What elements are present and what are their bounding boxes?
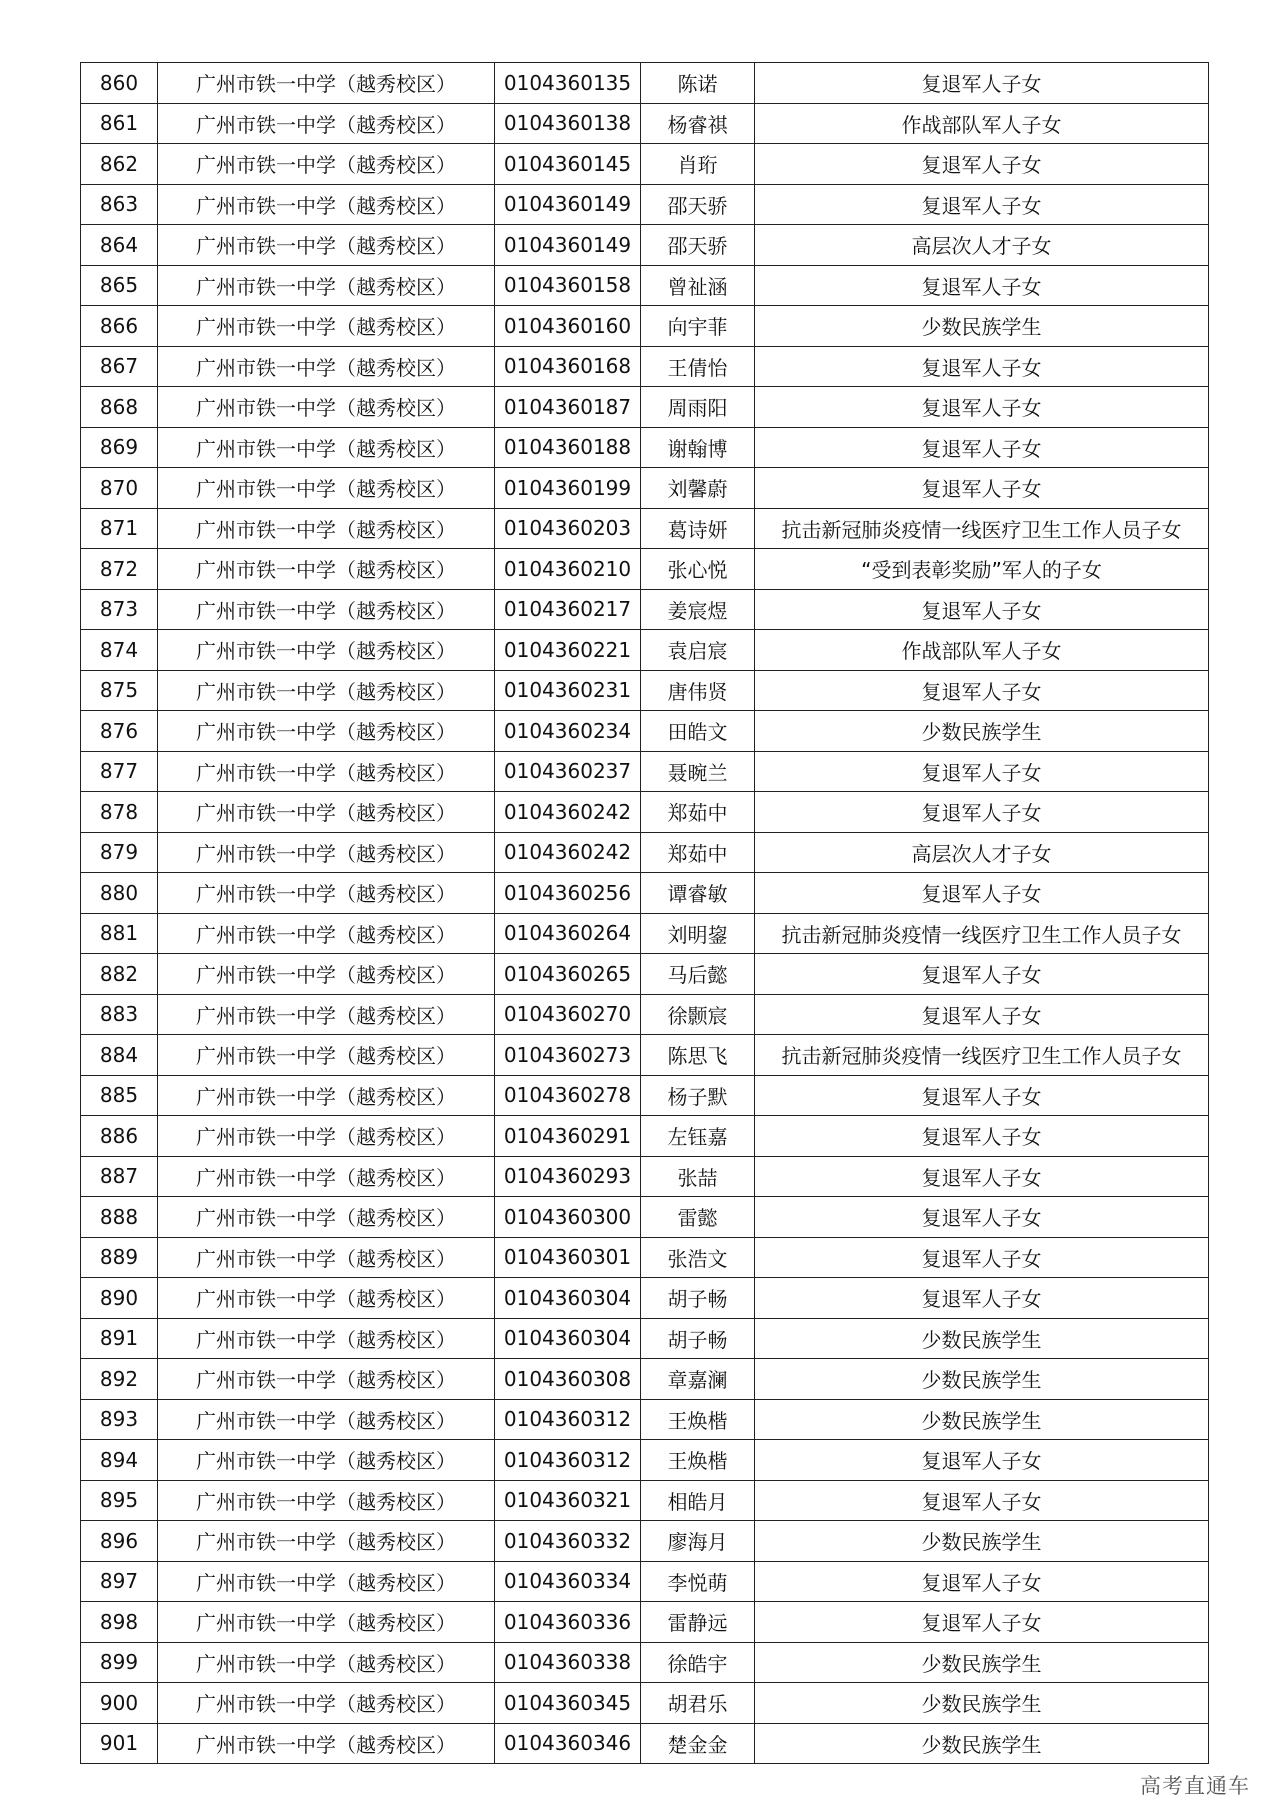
category-cell: 复退军人子女	[755, 1480, 1209, 1521]
category-cell: 复退军人子女	[755, 184, 1209, 225]
category-cell: 少数民族学生	[755, 306, 1209, 347]
row-number-cell: 862	[81, 144, 158, 185]
category-cell: 复退军人子女	[755, 751, 1209, 792]
row-number-cell: 891	[81, 1318, 158, 1359]
table-row	[81, 1318, 1209, 1359]
table-row	[81, 1359, 1209, 1400]
applicant-id-cell: 0104360256	[495, 873, 641, 914]
student-name-cell: 章嘉澜	[641, 1359, 755, 1400]
table-row	[81, 913, 1209, 954]
category-cell: 少数民族学生	[755, 1642, 1209, 1683]
row-number-cell: 866	[81, 306, 158, 347]
table-row	[81, 1116, 1209, 1157]
row-number-cell: 873	[81, 589, 158, 630]
school-cell: 广州市铁一中学（越秀校区）	[158, 427, 495, 468]
school-cell: 广州市铁一中学（越秀校区）	[158, 144, 495, 185]
row-number-cell: 886	[81, 1116, 158, 1157]
row-number-cell: 901	[81, 1723, 158, 1764]
table-row	[81, 1035, 1209, 1076]
category-cell: 少数民族学生	[755, 1723, 1209, 1764]
category-cell: 少数民族学生	[755, 1521, 1209, 1562]
applicant-id-cell: 0104360231	[495, 670, 641, 711]
student-name-cell: 邵天骄	[641, 184, 755, 225]
student-name-cell: 陈思飞	[641, 1035, 755, 1076]
student-name-cell: 徐皓宇	[641, 1642, 755, 1683]
category-cell: 复退军人子女	[755, 1278, 1209, 1319]
table-row	[81, 387, 1209, 428]
student-name-cell: 肖珩	[641, 144, 755, 185]
school-cell: 广州市铁一中学（越秀校区）	[158, 1075, 495, 1116]
table-row	[81, 670, 1209, 711]
applicant-id-cell: 0104360149	[495, 225, 641, 266]
school-cell: 广州市铁一中学（越秀校区）	[158, 954, 495, 995]
school-cell: 广州市铁一中学（越秀校区）	[158, 630, 495, 671]
student-name-cell: 曾祉涵	[641, 265, 755, 306]
table-row	[81, 1197, 1209, 1238]
row-number-cell: 896	[81, 1521, 158, 1562]
applicant-id-cell: 0104360160	[495, 306, 641, 347]
row-number-cell: 882	[81, 954, 158, 995]
table-row	[81, 1237, 1209, 1278]
table-row	[81, 468, 1209, 509]
school-cell: 广州市铁一中学（越秀校区）	[158, 103, 495, 144]
applicant-id-cell: 0104360203	[495, 508, 641, 549]
applicant-id-cell: 0104360210	[495, 549, 641, 590]
student-name-cell: 张喆	[641, 1156, 755, 1197]
category-cell: 少数民族学生	[755, 1359, 1209, 1400]
row-number-cell: 897	[81, 1561, 158, 1602]
student-name-cell: 廖海月	[641, 1521, 755, 1562]
watermark: 高考直通车	[1140, 1774, 1250, 1798]
category-cell: 复退军人子女	[755, 427, 1209, 468]
row-number-cell: 865	[81, 265, 158, 306]
applicant-id-cell: 0104360264	[495, 913, 641, 954]
student-name-cell: 马后懿	[641, 954, 755, 995]
table-row	[81, 873, 1209, 914]
applicant-id-cell: 0104360149	[495, 184, 641, 225]
student-name-cell: 胡子畅	[641, 1318, 755, 1359]
school-cell: 广州市铁一中学（越秀校区）	[158, 1116, 495, 1157]
table-row	[81, 184, 1209, 225]
student-name-cell: 张浩文	[641, 1237, 755, 1278]
table-row	[81, 994, 1209, 1035]
student-name-cell: 邵天骄	[641, 225, 755, 266]
applicant-id-cell: 0104360158	[495, 265, 641, 306]
student-name-cell: 周雨阳	[641, 387, 755, 428]
table-row	[81, 832, 1209, 873]
student-name-cell: 雷静远	[641, 1602, 755, 1643]
row-number-cell: 877	[81, 751, 158, 792]
row-number-cell: 888	[81, 1197, 158, 1238]
row-number-cell: 898	[81, 1602, 158, 1643]
row-number-cell: 885	[81, 1075, 158, 1116]
category-cell: 复退军人子女	[755, 670, 1209, 711]
school-cell: 广州市铁一中学（越秀校区）	[158, 1480, 495, 1521]
row-number-cell: 884	[81, 1035, 158, 1076]
student-name-cell: 姜宸煜	[641, 589, 755, 630]
student-name-cell: 胡子畅	[641, 1278, 755, 1319]
row-number-cell: 874	[81, 630, 158, 671]
category-cell: 抗击新冠肺炎疫情一线医疗卫生工作人员子女	[755, 913, 1209, 954]
roster-body	[81, 63, 1209, 1764]
school-cell: 广州市铁一中学（越秀校区）	[158, 1683, 495, 1724]
applicant-id-cell: 0104360332	[495, 1521, 641, 1562]
student-name-cell: 左钰嘉	[641, 1116, 755, 1157]
category-cell: 复退军人子女	[755, 1440, 1209, 1481]
row-number-cell: 883	[81, 994, 158, 1035]
category-cell: 少数民族学生	[755, 1683, 1209, 1724]
row-number-cell: 879	[81, 832, 158, 873]
category-cell: 高层次人才子女	[755, 832, 1209, 873]
row-number-cell: 881	[81, 913, 158, 954]
school-cell: 广州市铁一中学（越秀校区）	[158, 346, 495, 387]
school-cell: 广州市铁一中学（越秀校区）	[158, 1602, 495, 1643]
school-cell: 广州市铁一中学（越秀校区）	[158, 468, 495, 509]
applicant-id-cell: 0104360301	[495, 1237, 641, 1278]
table-row	[81, 103, 1209, 144]
school-cell: 广州市铁一中学（越秀校区）	[158, 751, 495, 792]
applicant-id-cell: 0104360304	[495, 1318, 641, 1359]
category-cell: 复退军人子女	[755, 1237, 1209, 1278]
applicant-id-cell: 0104360346	[495, 1723, 641, 1764]
student-name-cell: 田皓文	[641, 711, 755, 752]
student-name-cell: 谭睿敏	[641, 873, 755, 914]
applicant-id-cell: 0104360187	[495, 387, 641, 428]
row-number-cell: 869	[81, 427, 158, 468]
category-cell: 高层次人才子女	[755, 225, 1209, 266]
table-row	[81, 306, 1209, 347]
category-cell: 复退军人子女	[755, 1116, 1209, 1157]
category-cell: 作战部队军人子女	[755, 103, 1209, 144]
school-cell: 广州市铁一中学（越秀校区）	[158, 508, 495, 549]
student-name-cell: 郑茹中	[641, 832, 755, 873]
table-row	[81, 1399, 1209, 1440]
student-name-cell: 袁启宸	[641, 630, 755, 671]
row-number-cell: 890	[81, 1278, 158, 1319]
applicant-id-cell: 0104360270	[495, 994, 641, 1035]
table-row	[81, 1602, 1209, 1643]
applicant-id-cell: 0104360265	[495, 954, 641, 995]
student-name-cell: 王倩怡	[641, 346, 755, 387]
applicant-id-cell: 0104360278	[495, 1075, 641, 1116]
school-cell: 广州市铁一中学（越秀校区）	[158, 184, 495, 225]
school-cell: 广州市铁一中学（越秀校区）	[158, 589, 495, 630]
table-row	[81, 589, 1209, 630]
row-number-cell: 894	[81, 1440, 158, 1481]
applicant-id-cell: 0104360308	[495, 1359, 641, 1400]
student-name-cell: 刘明鋆	[641, 913, 755, 954]
category-cell: 复退军人子女	[755, 792, 1209, 833]
table-row	[81, 144, 1209, 185]
student-name-cell: 郑茹中	[641, 792, 755, 833]
table-row	[81, 1561, 1209, 1602]
row-number-cell: 863	[81, 184, 158, 225]
applicant-id-cell: 0104360304	[495, 1278, 641, 1319]
row-number-cell: 868	[81, 387, 158, 428]
student-name-cell: 王焕楷	[641, 1399, 755, 1440]
applicant-id-cell: 0104360334	[495, 1561, 641, 1602]
row-number-cell: 872	[81, 549, 158, 590]
school-cell: 广州市铁一中学（越秀校区）	[158, 1156, 495, 1197]
table-row	[81, 1075, 1209, 1116]
table-row	[81, 1156, 1209, 1197]
category-cell: 复退军人子女	[755, 144, 1209, 185]
school-cell: 广州市铁一中学（越秀校区）	[158, 1642, 495, 1683]
school-cell: 广州市铁一中学（越秀校区）	[158, 913, 495, 954]
row-number-cell: 895	[81, 1480, 158, 1521]
applicant-id-cell: 0104360293	[495, 1156, 641, 1197]
category-cell: 作战部队军人子女	[755, 630, 1209, 671]
school-cell: 广州市铁一中学（越秀校区）	[158, 549, 495, 590]
table-row	[81, 63, 1209, 104]
table-row	[81, 265, 1209, 306]
category-cell: 复退军人子女	[755, 265, 1209, 306]
category-cell: 复退军人子女	[755, 63, 1209, 104]
applicant-id-cell: 0104360273	[495, 1035, 641, 1076]
table-row	[81, 630, 1209, 671]
applicant-id-cell: 0104360242	[495, 832, 641, 873]
student-name-cell: 向宇菲	[641, 306, 755, 347]
category-cell: “受到表彰奖励”军人的子女	[755, 549, 1209, 590]
applicant-id-cell: 0104360312	[495, 1440, 641, 1481]
category-cell: 复退军人子女	[755, 387, 1209, 428]
row-number-cell: 867	[81, 346, 158, 387]
row-number-cell: 864	[81, 225, 158, 266]
school-cell: 广州市铁一中学（越秀校区）	[158, 1723, 495, 1764]
school-cell: 广州市铁一中学（越秀校区）	[158, 387, 495, 428]
row-number-cell: 893	[81, 1399, 158, 1440]
student-name-cell: 陈诺	[641, 63, 755, 104]
school-cell: 广州市铁一中学（越秀校区）	[158, 1278, 495, 1319]
table-row	[81, 1642, 1209, 1683]
row-number-cell: 861	[81, 103, 158, 144]
category-cell: 复退军人子女	[755, 346, 1209, 387]
applicant-id-cell: 0104360135	[495, 63, 641, 104]
table-row	[81, 225, 1209, 266]
school-cell: 广州市铁一中学（越秀校区）	[158, 1318, 495, 1359]
applicant-id-cell: 0104360242	[495, 792, 641, 833]
school-cell: 广州市铁一中学（越秀校区）	[158, 792, 495, 833]
table-row	[81, 954, 1209, 995]
row-number-cell: 876	[81, 711, 158, 752]
school-cell: 广州市铁一中学（越秀校区）	[158, 1440, 495, 1481]
table-row	[81, 1440, 1209, 1481]
student-name-cell: 唐伟贤	[641, 670, 755, 711]
applicant-id-cell: 0104360336	[495, 1602, 641, 1643]
category-cell: 抗击新冠肺炎疫情一线医疗卫生工作人员子女	[755, 508, 1209, 549]
row-number-cell: 878	[81, 792, 158, 833]
student-name-cell: 谢翰博	[641, 427, 755, 468]
applicant-id-cell: 0104360291	[495, 1116, 641, 1157]
school-cell: 广州市铁一中学（越秀校区）	[158, 1237, 495, 1278]
row-number-cell: 875	[81, 670, 158, 711]
applicant-id-cell: 0104360221	[495, 630, 641, 671]
student-name-cell: 王焕楷	[641, 1440, 755, 1481]
table-row	[81, 508, 1209, 549]
student-name-cell: 楚金金	[641, 1723, 755, 1764]
category-cell: 复退军人子女	[755, 1156, 1209, 1197]
student-name-cell: 胡君乐	[641, 1683, 755, 1724]
roster-table	[80, 62, 1209, 1764]
school-cell: 广州市铁一中学（越秀校区）	[158, 873, 495, 914]
row-number-cell: 899	[81, 1642, 158, 1683]
row-number-cell: 892	[81, 1359, 158, 1400]
category-cell: 复退军人子女	[755, 1075, 1209, 1116]
category-cell: 复退军人子女	[755, 954, 1209, 995]
row-number-cell: 870	[81, 468, 158, 509]
applicant-id-cell: 0104360217	[495, 589, 641, 630]
row-number-cell: 880	[81, 873, 158, 914]
school-cell: 广州市铁一中学（越秀校区）	[158, 1399, 495, 1440]
table-row	[81, 792, 1209, 833]
student-name-cell: 徐颢宸	[641, 994, 755, 1035]
row-number-cell: 889	[81, 1237, 158, 1278]
table-row	[81, 1723, 1209, 1764]
applicant-id-cell: 0104360237	[495, 751, 641, 792]
school-cell: 广州市铁一中学（越秀校区）	[158, 306, 495, 347]
row-number-cell: 900	[81, 1683, 158, 1724]
roster-sheet	[80, 62, 1208, 1764]
school-cell: 广州市铁一中学（越秀校区）	[158, 265, 495, 306]
category-cell: 少数民族学生	[755, 1399, 1209, 1440]
student-name-cell: 张心悦	[641, 549, 755, 590]
row-number-cell: 860	[81, 63, 158, 104]
school-cell: 广州市铁一中学（越秀校区）	[158, 225, 495, 266]
category-cell: 少数民族学生	[755, 1318, 1209, 1359]
student-name-cell: 杨睿祺	[641, 103, 755, 144]
school-cell: 广州市铁一中学（越秀校区）	[158, 711, 495, 752]
table-row	[81, 751, 1209, 792]
school-cell: 广州市铁一中学（越秀校区）	[158, 832, 495, 873]
applicant-id-cell: 0104360188	[495, 427, 641, 468]
school-cell: 广州市铁一中学（越秀校区）	[158, 1561, 495, 1602]
table-row	[81, 1480, 1209, 1521]
category-cell: 复退军人子女	[755, 468, 1209, 509]
school-cell: 广州市铁一中学（越秀校区）	[158, 1359, 495, 1400]
category-cell: 复退军人子女	[755, 873, 1209, 914]
category-cell: 抗击新冠肺炎疫情一线医疗卫生工作人员子女	[755, 1035, 1209, 1076]
applicant-id-cell: 0104360199	[495, 468, 641, 509]
category-cell: 复退军人子女	[755, 1197, 1209, 1238]
applicant-id-cell: 0104360321	[495, 1480, 641, 1521]
school-cell: 广州市铁一中学（越秀校区）	[158, 670, 495, 711]
applicant-id-cell: 0104360168	[495, 346, 641, 387]
table-row	[81, 549, 1209, 590]
row-number-cell: 887	[81, 1156, 158, 1197]
student-name-cell: 相皓月	[641, 1480, 755, 1521]
school-cell: 广州市铁一中学（越秀校区）	[158, 1197, 495, 1238]
category-cell: 复退军人子女	[755, 589, 1209, 630]
student-name-cell: 葛诗妍	[641, 508, 755, 549]
student-name-cell: 聂晼兰	[641, 751, 755, 792]
applicant-id-cell: 0104360234	[495, 711, 641, 752]
table-row	[81, 1521, 1209, 1562]
row-number-cell: 871	[81, 508, 158, 549]
student-name-cell: 李悦萌	[641, 1561, 755, 1602]
category-cell: 少数民族学生	[755, 711, 1209, 752]
applicant-id-cell: 0104360312	[495, 1399, 641, 1440]
school-cell: 广州市铁一中学（越秀校区）	[158, 1521, 495, 1562]
applicant-id-cell: 0104360145	[495, 144, 641, 185]
table-row	[81, 1278, 1209, 1319]
school-cell: 广州市铁一中学（越秀校区）	[158, 63, 495, 104]
category-cell: 复退军人子女	[755, 1561, 1209, 1602]
category-cell: 复退军人子女	[755, 994, 1209, 1035]
school-cell: 广州市铁一中学（越秀校区）	[158, 1035, 495, 1076]
applicant-id-cell: 0104360338	[495, 1642, 641, 1683]
applicant-id-cell: 0104360345	[495, 1683, 641, 1724]
table-row	[81, 711, 1209, 752]
student-name-cell: 雷懿	[641, 1197, 755, 1238]
student-name-cell: 杨子默	[641, 1075, 755, 1116]
table-row	[81, 427, 1209, 468]
school-cell: 广州市铁一中学（越秀校区）	[158, 994, 495, 1035]
category-cell: 复退军人子女	[755, 1602, 1209, 1643]
table-row	[81, 1683, 1209, 1724]
applicant-id-cell: 0104360300	[495, 1197, 641, 1238]
table-row	[81, 346, 1209, 387]
applicant-id-cell: 0104360138	[495, 103, 641, 144]
student-name-cell: 刘馨蔚	[641, 468, 755, 509]
